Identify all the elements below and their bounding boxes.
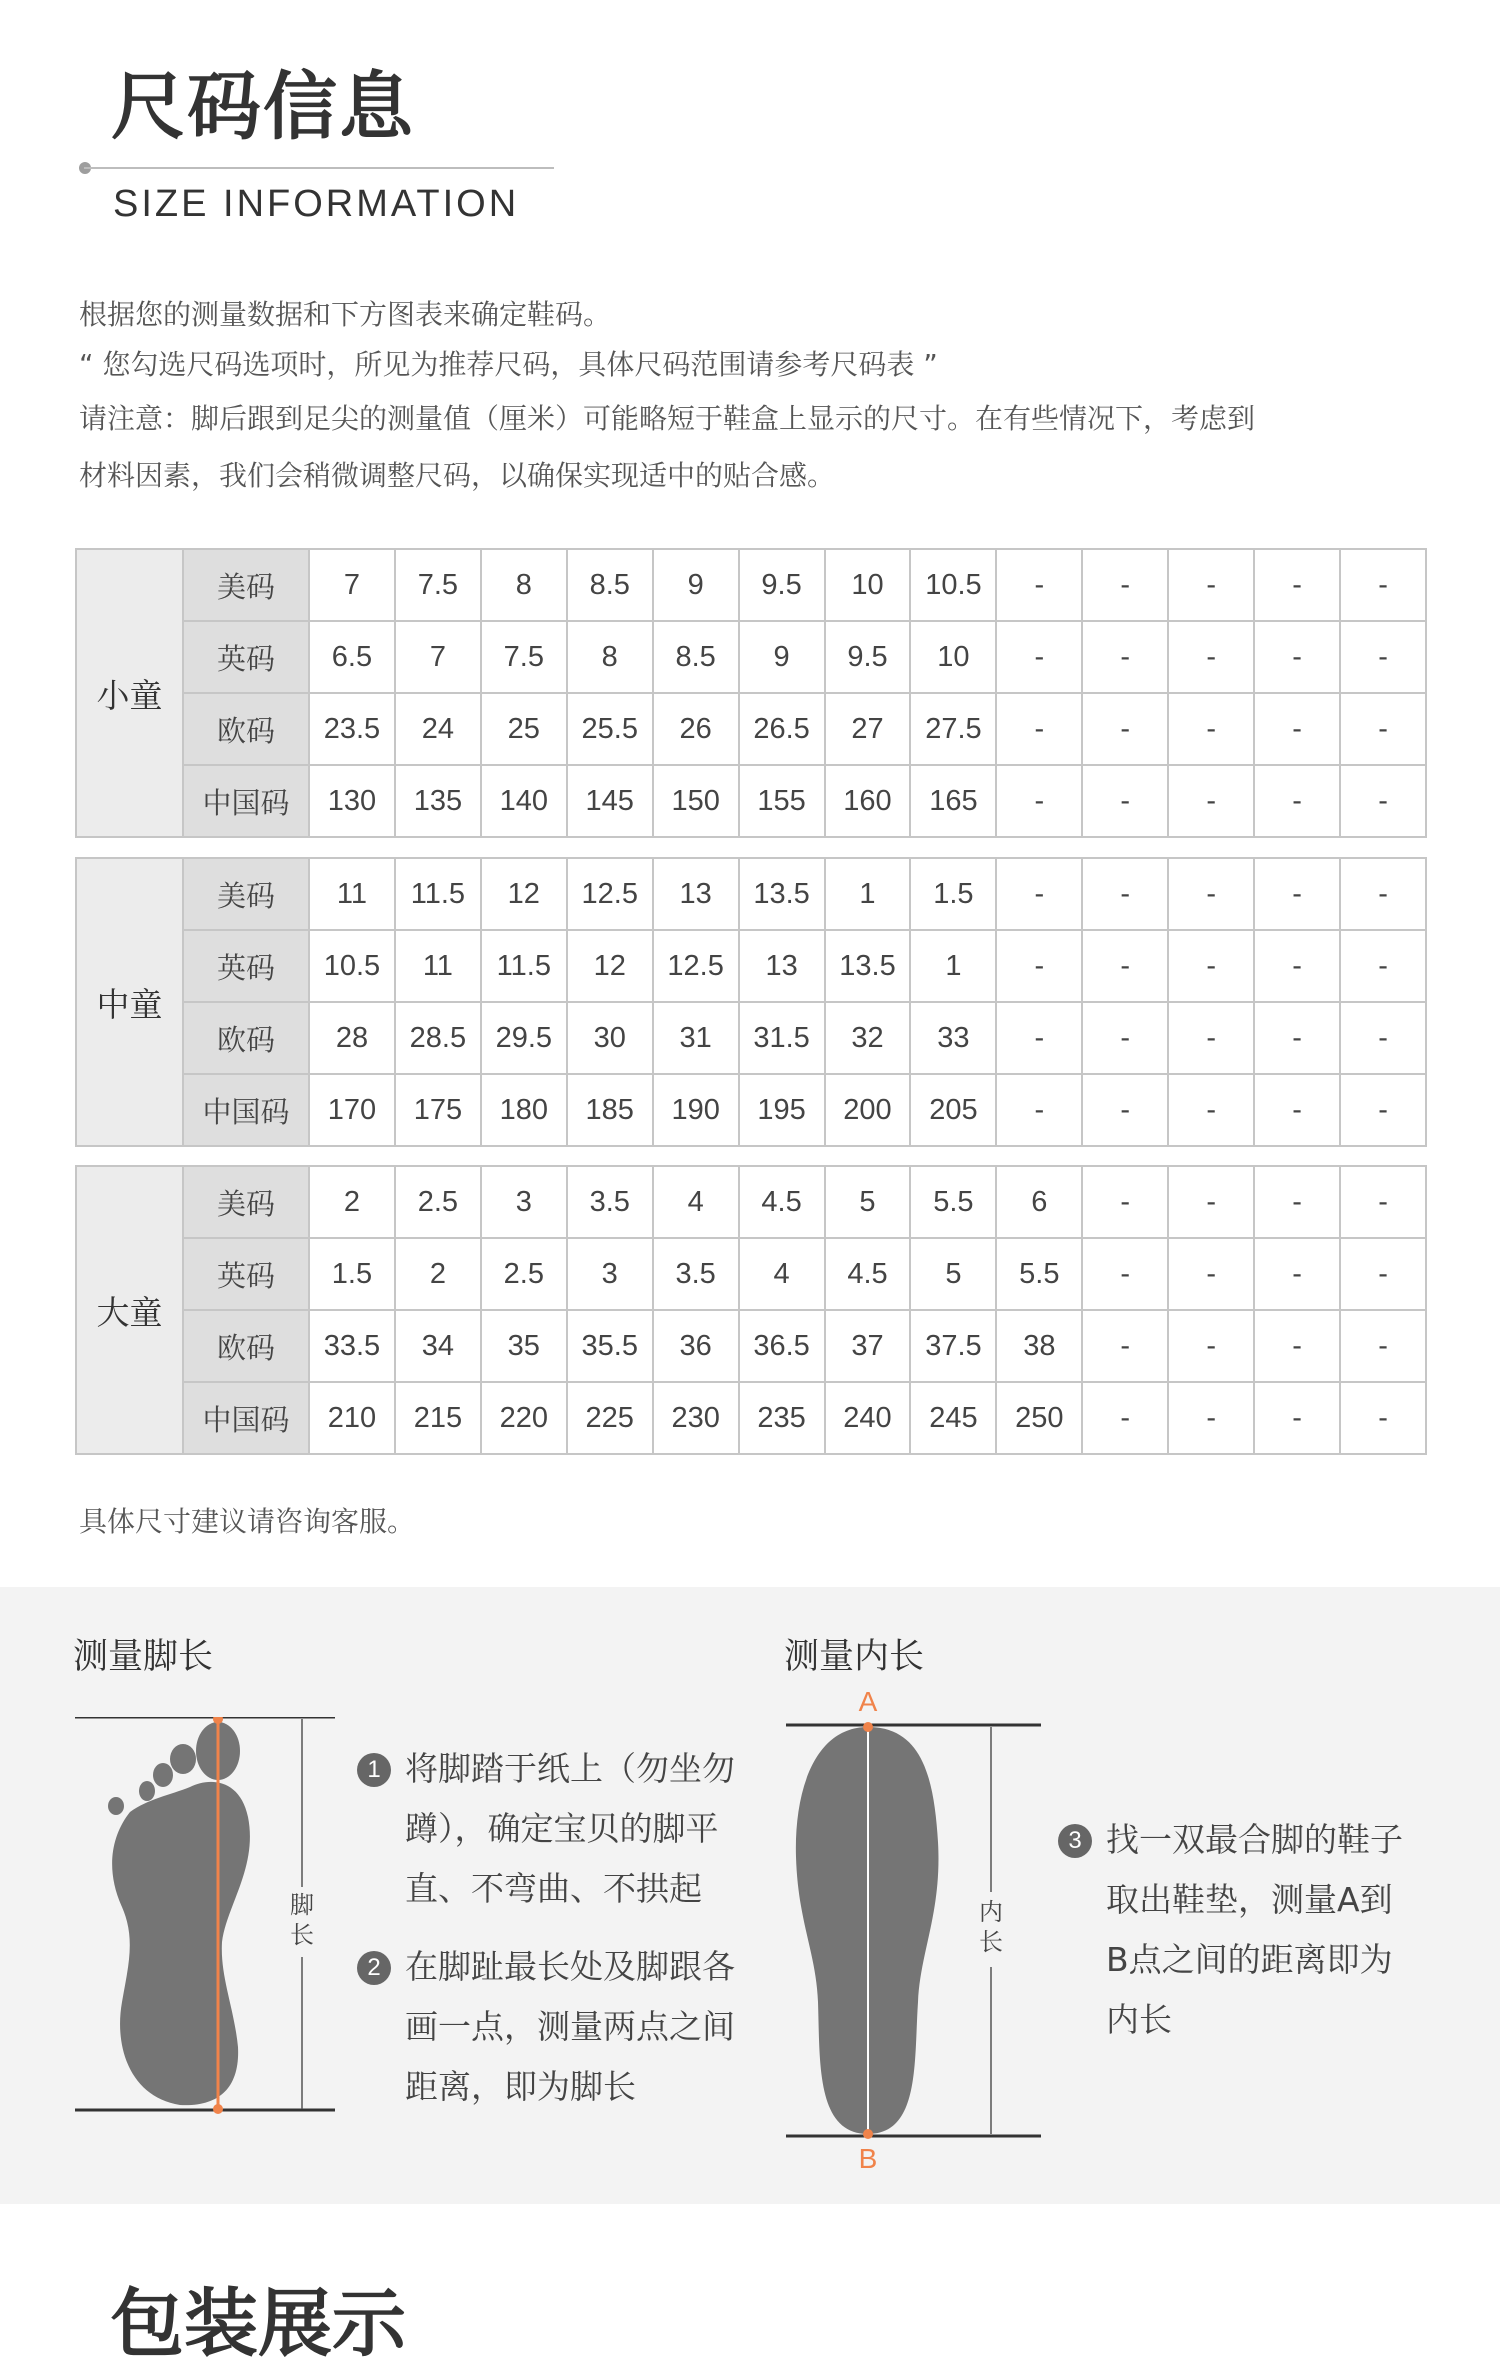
size-cell: 3 bbox=[567, 1238, 653, 1310]
size-cell: 25.5 bbox=[567, 693, 653, 765]
size-cell: 31 bbox=[653, 1002, 739, 1074]
size-cell: 36 bbox=[653, 1310, 739, 1382]
size-cell: 8.5 bbox=[567, 549, 653, 621]
size-cell: 180 bbox=[481, 1074, 567, 1146]
size-cell: 11 bbox=[395, 930, 481, 1002]
step-1 bbox=[357, 1739, 735, 1919]
point-a-label: A bbox=[858, 1686, 878, 1717]
size-cell: 190 bbox=[653, 1074, 739, 1146]
size-table-small bbox=[75, 548, 1427, 838]
size-cell: 27 bbox=[825, 693, 911, 765]
size-cell: - bbox=[1254, 549, 1340, 621]
point-b-icon bbox=[863, 2129, 873, 2139]
size-cell: - bbox=[1340, 1074, 1426, 1146]
size-cell: 31.5 bbox=[739, 1002, 825, 1074]
size-cell: 27.5 bbox=[910, 693, 996, 765]
size-cell: 6 bbox=[996, 1166, 1082, 1238]
size-system-label: 中国码 bbox=[183, 1382, 309, 1454]
size-cell: 26 bbox=[653, 693, 739, 765]
size-cell: - bbox=[1340, 1382, 1426, 1454]
size-cell: 12 bbox=[481, 858, 567, 930]
size-cell: 7 bbox=[309, 549, 395, 621]
step-line: 直、不弯曲、不拱起 bbox=[405, 1869, 702, 1908]
size-cell: 2 bbox=[395, 1238, 481, 1310]
size-cell: - bbox=[1168, 1238, 1254, 1310]
size-cell: - bbox=[1168, 1074, 1254, 1146]
size-cell: 230 bbox=[653, 1382, 739, 1454]
size-cell: - bbox=[1340, 1310, 1426, 1382]
size-table-large bbox=[75, 1165, 1427, 1455]
size-cell: - bbox=[1082, 1002, 1168, 1074]
size-cell: - bbox=[1340, 621, 1426, 693]
heel-point-icon bbox=[213, 2104, 223, 2114]
size-cell: 5.5 bbox=[910, 1166, 996, 1238]
size-row bbox=[76, 1310, 1426, 1382]
size-cell: 9 bbox=[653, 549, 739, 621]
size-cell: - bbox=[1254, 858, 1340, 930]
size-cell: 3.5 bbox=[653, 1238, 739, 1310]
size-cell: - bbox=[996, 930, 1082, 1002]
size-cell: - bbox=[996, 858, 1082, 930]
step-2 bbox=[357, 1937, 735, 2117]
size-cell: 4.5 bbox=[739, 1166, 825, 1238]
step-line: 距离，即为脚长 bbox=[405, 2067, 636, 2106]
size-cell: - bbox=[1340, 693, 1426, 765]
step-number-1-icon: 1 bbox=[357, 1753, 391, 1787]
size-cell: 5 bbox=[910, 1238, 996, 1310]
size-cell: - bbox=[996, 621, 1082, 693]
intro-line: “ 您勾选尺码选项时，所见为推荐尺码，具体尺码范围请参考尺码表 ” bbox=[79, 348, 938, 381]
intro-text bbox=[79, 290, 1439, 504]
size-cell: 7.5 bbox=[395, 549, 481, 621]
size-cell: 220 bbox=[481, 1382, 567, 1454]
foot-length-label-1: 脚 bbox=[290, 1891, 314, 1919]
step-line: 内长 bbox=[1106, 2000, 1172, 2039]
insole-measure-title: 测量内长 bbox=[784, 1637, 925, 1677]
size-cell: 225 bbox=[567, 1382, 653, 1454]
step-3-text bbox=[1106, 1810, 1403, 2050]
size-cell: - bbox=[1254, 1002, 1340, 1074]
foot-diagram bbox=[70, 1717, 340, 2117]
size-cell: - bbox=[1254, 1382, 1340, 1454]
size-row bbox=[76, 1382, 1426, 1454]
size-system-label: 英码 bbox=[183, 930, 309, 1002]
size-cell: 37.5 bbox=[910, 1310, 996, 1382]
size-row bbox=[76, 1074, 1426, 1146]
size-cell: 4 bbox=[653, 1166, 739, 1238]
size-cell: 150 bbox=[653, 765, 739, 837]
size-cell: 9.5 bbox=[825, 621, 911, 693]
size-cell: 235 bbox=[739, 1382, 825, 1454]
size-row bbox=[76, 549, 1426, 621]
size-cell: - bbox=[1254, 1310, 1340, 1382]
size-cell: 2.5 bbox=[395, 1166, 481, 1238]
size-cell: 145 bbox=[567, 765, 653, 837]
foot-measure-title: 测量脚长 bbox=[73, 1637, 214, 1677]
size-cell: 35.5 bbox=[567, 1310, 653, 1382]
size-cell: - bbox=[1082, 621, 1168, 693]
foot-length-label-2: 长 bbox=[290, 1921, 314, 1949]
step-1-text bbox=[405, 1739, 735, 1919]
size-cell: - bbox=[1340, 549, 1426, 621]
size-cell: 205 bbox=[910, 1074, 996, 1146]
size-cell: 10 bbox=[910, 621, 996, 693]
size-cell: 37 bbox=[825, 1310, 911, 1382]
size-cell: - bbox=[996, 549, 1082, 621]
size-cell: - bbox=[1340, 858, 1426, 930]
size-cell: 12.5 bbox=[653, 930, 739, 1002]
size-cell: 30 bbox=[567, 1002, 653, 1074]
size-cell: - bbox=[1340, 1238, 1426, 1310]
size-cell: 10 bbox=[825, 549, 911, 621]
size-cell: 130 bbox=[309, 765, 395, 837]
intro-line: 材料因素，我们会稍微调整尺码，以确保实现适中的贴合感。 bbox=[79, 459, 836, 492]
size-cell: 9 bbox=[739, 621, 825, 693]
size-cell: 1.5 bbox=[309, 1238, 395, 1310]
size-cell: 170 bbox=[309, 1074, 395, 1146]
size-cell: 13 bbox=[739, 930, 825, 1002]
size-cell: - bbox=[1254, 1238, 1340, 1310]
size-cell: - bbox=[1168, 765, 1254, 837]
age-group-label: 中童 bbox=[76, 858, 183, 1146]
size-row bbox=[76, 930, 1426, 1002]
size-cell: - bbox=[1254, 1166, 1340, 1238]
size-system-label: 欧码 bbox=[183, 1310, 309, 1382]
size-cell: - bbox=[1168, 930, 1254, 1002]
size-cell: 12 bbox=[567, 930, 653, 1002]
size-cell: 23.5 bbox=[309, 693, 395, 765]
size-cell: 25 bbox=[481, 693, 567, 765]
size-cell: - bbox=[1168, 1310, 1254, 1382]
size-cell: - bbox=[996, 693, 1082, 765]
size-cell: - bbox=[1168, 621, 1254, 693]
size-cell: 11 bbox=[309, 858, 395, 930]
size-cell: 2.5 bbox=[481, 1238, 567, 1310]
size-cell: 1.5 bbox=[910, 858, 996, 930]
size-cell: 28.5 bbox=[395, 1002, 481, 1074]
size-cell: 13 bbox=[653, 858, 739, 930]
size-cell: - bbox=[1168, 1166, 1254, 1238]
size-cell: 6.5 bbox=[309, 621, 395, 693]
size-cell: - bbox=[1082, 1074, 1168, 1146]
size-cell: - bbox=[1254, 1074, 1340, 1146]
size-cell: 135 bbox=[395, 765, 481, 837]
size-cell: 195 bbox=[739, 1074, 825, 1146]
size-row bbox=[76, 765, 1426, 837]
size-cell: 5 bbox=[825, 1166, 911, 1238]
size-system-label: 英码 bbox=[183, 1238, 309, 1310]
size-cell: 8 bbox=[481, 549, 567, 621]
size-system-label: 中国码 bbox=[183, 1074, 309, 1146]
size-cell: - bbox=[1082, 765, 1168, 837]
size-cell: 35 bbox=[481, 1310, 567, 1382]
size-row bbox=[76, 1166, 1426, 1238]
size-cell: 185 bbox=[567, 1074, 653, 1146]
size-cell: - bbox=[1168, 858, 1254, 930]
size-cell: - bbox=[1254, 765, 1340, 837]
age-group-label: 小童 bbox=[76, 549, 183, 837]
next-section-title: 包装展示 bbox=[110, 2281, 406, 2367]
step-line: 在脚趾最长处及脚跟各 bbox=[405, 1947, 735, 1986]
size-system-label: 美码 bbox=[183, 1166, 309, 1238]
size-cell: 13.5 bbox=[825, 930, 911, 1002]
step-line: 找一双最合脚的鞋子 bbox=[1106, 1820, 1403, 1859]
size-cell: - bbox=[1082, 1310, 1168, 1382]
size-cell: 215 bbox=[395, 1382, 481, 1454]
size-cell: 4 bbox=[739, 1238, 825, 1310]
size-row bbox=[76, 1238, 1426, 1310]
size-cell: 26.5 bbox=[739, 693, 825, 765]
size-cell: - bbox=[1082, 930, 1168, 1002]
size-cell: 7.5 bbox=[481, 621, 567, 693]
size-row bbox=[76, 693, 1426, 765]
size-cell: 11.5 bbox=[395, 858, 481, 930]
insole-length-label-2: 长 bbox=[979, 1928, 1003, 1956]
size-cell: 3 bbox=[481, 1166, 567, 1238]
size-system-label: 中国码 bbox=[183, 765, 309, 837]
age-group-label: 大童 bbox=[76, 1166, 183, 1454]
size-table-medium bbox=[75, 857, 1427, 1147]
title-divider bbox=[84, 167, 554, 169]
point-a-icon bbox=[863, 1722, 873, 1732]
size-row bbox=[76, 1002, 1426, 1074]
size-cell: 200 bbox=[825, 1074, 911, 1146]
size-system-label: 美码 bbox=[183, 549, 309, 621]
intro-line: 根据您的测量数据和下方图表来确定鞋码。 bbox=[79, 298, 612, 331]
size-cell: 4.5 bbox=[825, 1238, 911, 1310]
size-system-label: 英码 bbox=[183, 621, 309, 693]
size-cell: 10.5 bbox=[309, 930, 395, 1002]
size-cell: - bbox=[1254, 621, 1340, 693]
step-number-3-icon: 3 bbox=[1058, 1824, 1092, 1858]
size-cell: 8 bbox=[567, 621, 653, 693]
size-cell: 24 bbox=[395, 693, 481, 765]
size-system-label: 欧码 bbox=[183, 1002, 309, 1074]
size-cell: 250 bbox=[996, 1382, 1082, 1454]
size-cell: - bbox=[1340, 930, 1426, 1002]
size-cell: - bbox=[1254, 693, 1340, 765]
size-cell: 29.5 bbox=[481, 1002, 567, 1074]
measurement-guide bbox=[0, 1587, 1500, 2204]
size-system-label: 美码 bbox=[183, 858, 309, 930]
size-cell: 38 bbox=[996, 1310, 1082, 1382]
intro-line: 请注意：脚后跟到足尖的测量值（厘米）可能略短于鞋盒上显示的尺寸。在有些情况下，考虑到 bbox=[79, 402, 1256, 435]
size-cell: 36.5 bbox=[739, 1310, 825, 1382]
step-line: 蹲），确定宝贝的脚平 bbox=[405, 1809, 719, 1848]
size-cell: 5.5 bbox=[996, 1238, 1082, 1310]
size-cell: 11.5 bbox=[481, 930, 567, 1002]
size-cell: - bbox=[1082, 858, 1168, 930]
size-cell: - bbox=[1168, 549, 1254, 621]
size-cell: - bbox=[1340, 1002, 1426, 1074]
size-cell: 140 bbox=[481, 765, 567, 837]
size-cell: - bbox=[1082, 693, 1168, 765]
size-cell: - bbox=[1082, 1382, 1168, 1454]
size-system-label: 欧码 bbox=[183, 693, 309, 765]
size-cell: 1 bbox=[825, 858, 911, 930]
size-cell: - bbox=[1340, 765, 1426, 837]
size-cell: 13.5 bbox=[739, 858, 825, 930]
size-cell: 32 bbox=[825, 1002, 911, 1074]
size-cell: 33 bbox=[910, 1002, 996, 1074]
size-cell: 175 bbox=[395, 1074, 481, 1146]
size-cell: 33.5 bbox=[309, 1310, 395, 1382]
step-line: B点之间的距离即为 bbox=[1106, 1940, 1393, 1979]
size-cell: 12.5 bbox=[567, 858, 653, 930]
size-cell: 240 bbox=[825, 1382, 911, 1454]
size-cell: - bbox=[1168, 1382, 1254, 1454]
size-cell: - bbox=[996, 765, 1082, 837]
size-note: 具体尺寸建议请咨询客服。 bbox=[79, 1505, 416, 1538]
size-cell: - bbox=[1254, 930, 1340, 1002]
size-row bbox=[76, 858, 1426, 930]
section-title: 尺码信息 bbox=[111, 64, 415, 150]
size-cell: 28 bbox=[309, 1002, 395, 1074]
size-cell: - bbox=[996, 1074, 1082, 1146]
size-cell: 1 bbox=[910, 930, 996, 1002]
size-cell: 8.5 bbox=[653, 621, 739, 693]
size-cell: - bbox=[1168, 693, 1254, 765]
size-cell: - bbox=[996, 1002, 1082, 1074]
size-cell: 165 bbox=[910, 765, 996, 837]
step-number-2-icon: 2 bbox=[357, 1951, 391, 1985]
size-cell: 210 bbox=[309, 1382, 395, 1454]
size-row bbox=[76, 621, 1426, 693]
step-line: 画一点，测量两点之间 bbox=[405, 2007, 735, 2046]
step-3 bbox=[1058, 1810, 1403, 2050]
point-b-label: B bbox=[858, 2143, 878, 2174]
size-cell: 7 bbox=[395, 621, 481, 693]
size-cell: 3.5 bbox=[567, 1166, 653, 1238]
size-cell: - bbox=[1082, 1238, 1168, 1310]
foot-silhouette-icon bbox=[108, 1722, 250, 2105]
insole-length-label-1: 内 bbox=[979, 1898, 1003, 1926]
insole-diagram bbox=[786, 1682, 1046, 2192]
step-line: 将脚踏于纸上（勿坐勿 bbox=[405, 1749, 735, 1788]
size-cell: 155 bbox=[739, 765, 825, 837]
size-cell: - bbox=[1168, 1002, 1254, 1074]
size-cell: 34 bbox=[395, 1310, 481, 1382]
size-cell: - bbox=[1340, 1166, 1426, 1238]
size-cell: 2 bbox=[309, 1166, 395, 1238]
section-subtitle: SIZE INFORMATION bbox=[113, 183, 520, 225]
size-cell: - bbox=[1082, 1166, 1168, 1238]
step-2-text bbox=[405, 1937, 735, 2117]
size-cell: 10.5 bbox=[910, 549, 996, 621]
size-cell: 160 bbox=[825, 765, 911, 837]
size-cell: 9.5 bbox=[739, 549, 825, 621]
size-cell: - bbox=[1082, 549, 1168, 621]
size-cell: 245 bbox=[910, 1382, 996, 1454]
step-line: 取出鞋垫，测量A到 bbox=[1106, 1880, 1393, 1919]
